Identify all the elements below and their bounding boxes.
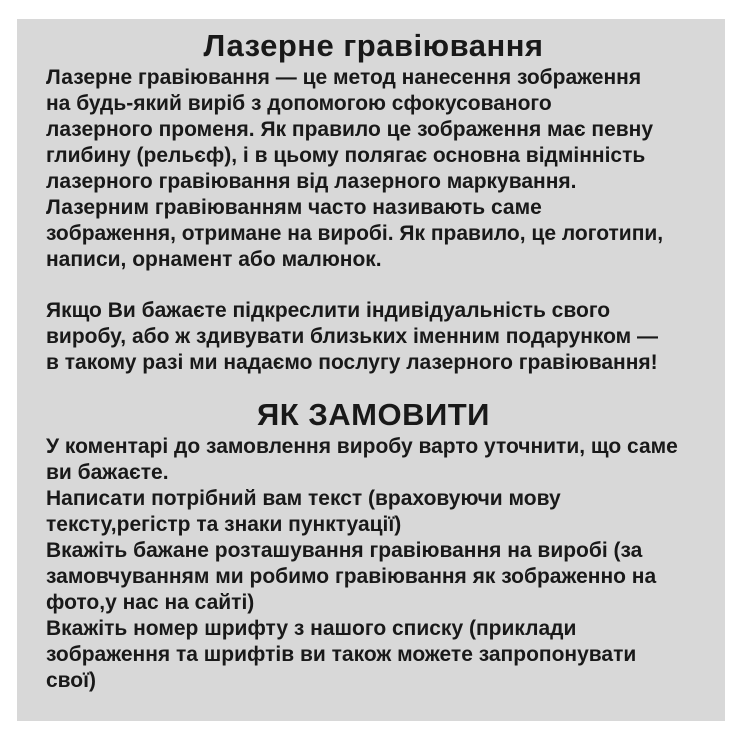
text-line: Якщо Ви бажаєте підкреслити індивідуальність свого [46,299,611,322]
page-title: Лазерне гравіювання [203,28,544,63]
text-line: на будь-який виріб з допомогою сфокусованого [46,92,552,115]
text-line: Написати потрібний вам текст (враховуючи мову [46,487,561,510]
info-panel [17,19,725,721]
how-to-order-instructions [46,434,701,694]
text-line: Лазерне гравіювання — це метод нанесення зображення [46,66,642,89]
text-line: лазерного променя. Як правило це зображення має певну [46,118,654,141]
offer-paragraph [46,298,701,376]
text-line: замовчуванням ми робимо гравіювання як зображенно на [46,565,657,588]
text-line: зображення та шрифтів ви також можете запропонувати [46,643,637,666]
text-line: тексту,регістр та знаки пунктуації) [46,513,402,536]
text-line: зображення, отримане на виробі. Як правило, це логотипи, [46,222,664,245]
text-line: виробу, або ж здивувати близьких іменним подарунком — [46,325,659,348]
text-line: лазерного гравіювання від лазерного маркування. [46,170,577,193]
text-line: в такому разі ми надаємо послугу лазерного гравіювання! [46,351,658,374]
text-line: фото,у нас на сайті) [46,591,255,614]
text-line: написи, орнамент або малюнок. [46,248,382,271]
text-line: Вкажіть номер шрифту з нашого списку (приклади [46,617,577,640]
text-line: свої) [46,669,97,692]
text-line: У коментарі до замовлення виробу варто уточнити, що саме [46,435,678,458]
how-to-order-title: ЯК ЗАМОВИТИ [257,397,490,432]
text-line: Вкажіть бажане розташування гравіювання на виробі (за [46,539,643,562]
intro-paragraph [46,65,701,273]
text-line: Лазерним гравіюванням часто називають саме [46,196,542,219]
text-line: глибину (рельєф), і в цьому полягає основна відмінність [46,144,646,167]
text-line: ви бажаєте. [46,461,169,484]
